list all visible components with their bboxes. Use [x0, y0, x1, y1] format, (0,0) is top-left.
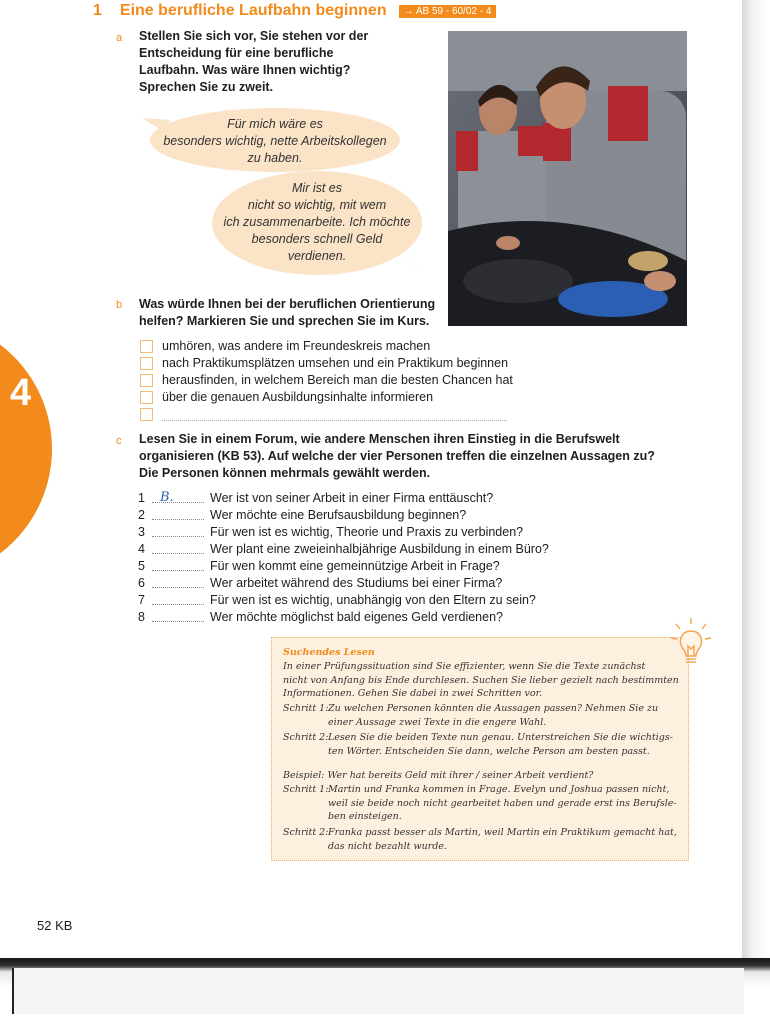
bubble-line: besonders wichtig, nette Arbeitskollegen — [163, 134, 387, 148]
checkbox-label: über die genauen Ausbildungsinhalte informieren — [162, 390, 434, 404]
tip-line: das nicht bezahlt wurde. — [328, 840, 447, 852]
answer-blank[interactable] — [152, 575, 204, 588]
tip-line: ten Wörter. Entscheiden Sie dann, welche Person am besten passt. — [328, 745, 650, 757]
bubble-2-tail — [400, 255, 424, 279]
exercise-label-b: b — [116, 299, 123, 311]
tip-line: Lesen Sie die beiden Texte nun genau. Unterstreichen Sie die wichtigs- — [328, 732, 673, 743]
checkbox-option[interactable] — [140, 355, 513, 372]
tip-line: In einer Prüfungssituation sind Sie effizienter, wenn Sie die Texte zunächst — [283, 661, 646, 672]
question-text: Wer möchte möglichst bald eigenes Geld verdienen? — [210, 610, 503, 624]
tip-line: Franka passt besser als Martin, weil Martin ein Praktikum gemacht hat, — [328, 827, 677, 838]
chapter-number: 4 — [10, 372, 32, 414]
tip-intro — [283, 660, 679, 701]
chapter-tab — [0, 318, 52, 580]
step-text — [328, 702, 680, 729]
exercise-b-instruction — [139, 296, 435, 330]
page-number: 52 — [37, 918, 52, 933]
checkbox[interactable] — [140, 374, 153, 387]
question-text: Für wen ist es wichtig, unabhängig von den Eltern zu sein? — [210, 593, 536, 607]
page-binding-edge — [742, 0, 770, 1024]
speech-bubble-1 — [150, 108, 400, 172]
step-label: Schritt 2: — [283, 827, 329, 838]
exercise-label-c: c — [116, 435, 122, 447]
exercise-label-a: a — [116, 32, 123, 44]
answer-blank[interactable] — [152, 609, 204, 622]
checkbox-option[interactable] — [140, 372, 513, 389]
checkbox[interactable] — [140, 391, 153, 404]
question-text: Für wen ist es wichtig, Theorie und Praxis zu verbinden? — [210, 525, 524, 539]
tip-example-step-1 — [283, 783, 679, 825]
bubble-line: Mir ist es — [292, 181, 342, 195]
checkbox-label: nach Praktikumsplätzen umsehen und ein Praktikum beginnen — [162, 356, 509, 370]
instruction-line: Was würde Ihnen bei der beruflichen Orientierung — [139, 297, 436, 311]
step-text — [328, 731, 680, 758]
question-number: 8 — [138, 610, 145, 624]
reading-tip-box — [271, 637, 689, 861]
question-number: 4 — [138, 542, 145, 556]
chapter-tab-circle — [0, 318, 52, 580]
book-code: KB — [55, 918, 73, 933]
question-number: 7 — [138, 593, 145, 607]
checkbox-label: umhören, was andere im Freundeskreis machen — [162, 339, 431, 353]
bubble-1-tail — [140, 108, 170, 138]
answer-blank[interactable] — [152, 541, 204, 554]
tip-line: Martin und Franka kommen in Frage. Evelyn und Joshua passen nicht, — [328, 784, 670, 795]
tip-example-step-2 — [283, 826, 679, 854]
checkbox-option[interactable] — [140, 389, 513, 406]
instruction-line: helfen? Markieren Sie und sprechen Sie im Kurs. — [139, 314, 430, 328]
heading-number: 1 — [93, 2, 102, 19]
checkbox-option-blank[interactable] — [140, 406, 513, 423]
question-number: 6 — [138, 576, 145, 590]
tip-example: Beispiel: Wer hat bereits Geld mit ihrer / seiner Arbeit verdient? — [283, 770, 594, 781]
instruction-line: Laufbahn. Was wäre Ihnen wichtig? — [139, 63, 351, 77]
tip-line: Informationen. Gehen Sie dabei in zwei Schritten vor. — [283, 688, 543, 699]
step-label: Schritt 1: — [283, 703, 329, 714]
bubble-line: nicht so wichtig, mit wem — [247, 198, 387, 212]
checkbox-option[interactable] — [140, 338, 513, 355]
lightbulb-icon — [668, 616, 714, 674]
tip-line: ben einsteigen. — [328, 811, 402, 822]
speech-bubble-2 — [212, 171, 422, 275]
tip-line: nicht von Anfang bis Ende durchlesen. Suchen Sie lieber gezielt nach bestimmten — [283, 674, 679, 686]
workbook-reference: → AB 59 - 60/02 - 4 — [399, 5, 497, 18]
blank-answer-line[interactable] — [162, 409, 507, 421]
mechanics-photo — [448, 31, 687, 326]
answer-blank[interactable] — [152, 558, 204, 571]
tip-step-2 — [283, 731, 679, 759]
step-label: Schritt 1: — [283, 784, 329, 795]
checkbox-label: herausfinden, in welchem Bereich man die besten Chancen hat — [162, 373, 513, 387]
exercise-a-instruction — [139, 28, 368, 96]
question-text: Für wen kommt eine gemeinnützige Arbeit in Frage? — [210, 559, 500, 573]
answer-blank[interactable] — [152, 507, 204, 520]
tip-title: Suchendes Lesen — [283, 647, 375, 658]
question-number: 1 — [138, 491, 145, 505]
question-text: Wer ist von seiner Arbeit in einer Firma enttäuscht? — [210, 491, 494, 505]
checkbox[interactable] — [140, 340, 153, 353]
handwritten-answer: B. — [160, 490, 174, 505]
photo-illustration — [448, 31, 687, 326]
next-page-strip — [12, 968, 744, 1014]
instruction-line: Sprechen Sie zu zweit. — [139, 80, 274, 94]
section-heading — [93, 1, 496, 21]
tip-step-1 — [283, 702, 679, 730]
step-label: Schritt 2: — [283, 732, 329, 743]
question-number: 5 — [138, 559, 145, 573]
bubble-line: verdienen. — [287, 249, 347, 263]
answer-blank[interactable] — [152, 524, 204, 537]
instruction-line: organisieren (KB 53). Auf welche der vier Personen treffen die einzelnen Aussagen zu? — [139, 449, 655, 463]
bubble-line: Für mich wäre es — [227, 117, 323, 131]
instruction-line: Lesen Sie in einem Forum, wie andere Menschen ihren Einstieg in die Berufswelt — [139, 432, 620, 446]
question-number: 2 — [138, 508, 145, 522]
bubble-line: besonders schnell Geld — [251, 232, 383, 246]
question-number: 3 — [138, 525, 145, 539]
tip-line: weil sie beide noch nicht gearbeitet haben und gerade erst ins Berufsle- — [328, 797, 677, 809]
heading-title: Eine berufliche Laufbahn beginnen — [119, 2, 387, 19]
instruction-line: Entscheidung für eine berufliche — [139, 46, 334, 60]
step-text — [328, 826, 680, 853]
bubble-line: ich zusammenarbeite. Ich möchte — [223, 215, 411, 229]
question-text: Wer arbeitet während des Studiums bei einer Firma? — [210, 576, 503, 590]
step-text — [328, 783, 680, 824]
exercise-c-instruction — [139, 431, 655, 482]
tip-line: Zu welchen Personen könnten die Aussagen passen? Nehmen Sie zu — [328, 703, 659, 714]
tip-line: einer Aussage zwei Texte in die engere Wahl. — [328, 716, 547, 728]
question-text: Wer plant eine zweieinhalbjährige Ausbildung in einem Büro? — [210, 542, 549, 556]
instruction-line: Stellen Sie sich vor, Sie stehen vor der — [139, 29, 369, 43]
answer-blank[interactable] — [152, 592, 204, 605]
bubble-line: zu haben. — [247, 151, 303, 165]
question-text: Wer möchte eine Berufsausbildung beginnen? — [210, 508, 467, 522]
checkbox[interactable] — [140, 357, 153, 370]
checkbox-list — [140, 338, 513, 423]
page-footer — [37, 918, 72, 933]
instruction-line: Die Personen können mehrmals gewählt werden. — [139, 466, 431, 480]
checkbox[interactable] — [140, 408, 153, 421]
